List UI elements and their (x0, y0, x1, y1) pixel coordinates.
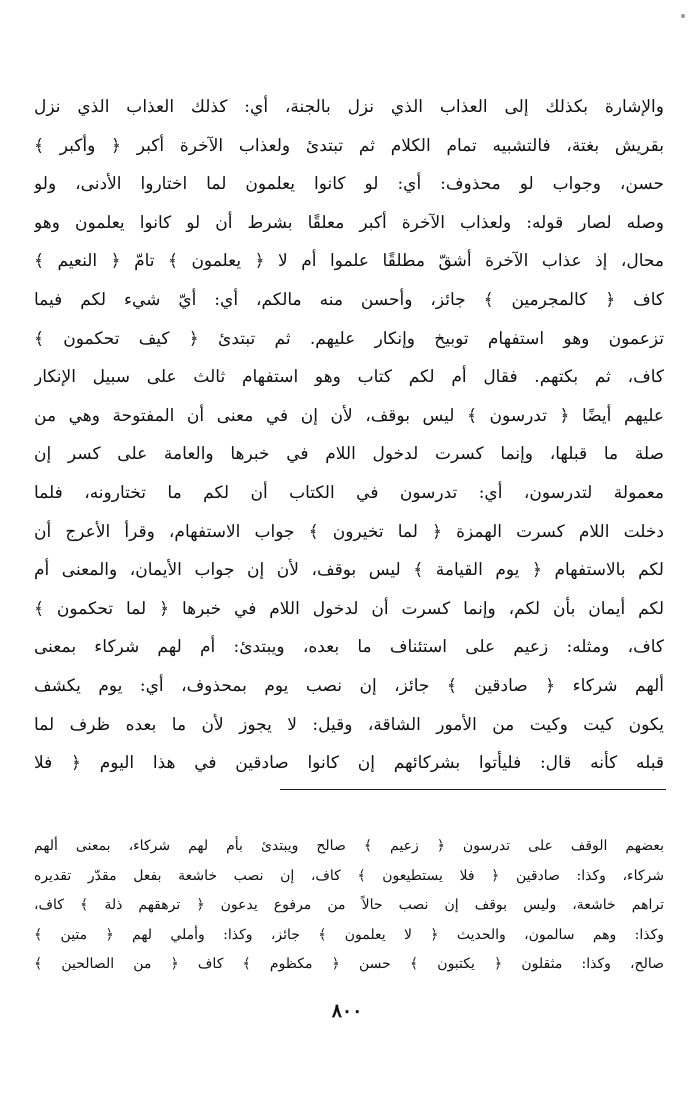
text-line: ألهم شركاء ﴿ صادقين ﴾ جائز، إن نصب يوم بمحذوف، أي: يوم يكشف (34, 675, 664, 696)
text-line: بقريش بغتة، فالتشبيه تمام الكلام ثم تبتدئ ولعذاب الآخرة أكبر ﴿ وأكبر ﴾ (34, 135, 664, 156)
text-line: لكم أيمان بأن لكم، وإنما كسرت أن لدخول اللام في خبرها ﴿ لما تحكمون ﴾ (34, 598, 664, 619)
text-line: معمولة لتدرسون، أي: تدرسون في الكتاب أن لكم ما تختارونه، فلما (34, 482, 664, 503)
text-line: لكم بالاستفهام ﴿ يوم القيامة ﴾ ليس بوقف، لأن إن جواب الأيمان، والمعنى أم (34, 560, 664, 581)
text-line: وصله لصار قوله: ولعذاب الآخرة أكبر معلقًا بشرط أن لو كانوا يعلمون وهو (34, 212, 664, 233)
scan-speck (681, 14, 685, 18)
text-line: كاف ﴿ كالمجرمين ﴾ جائز، وأحسن منه مالكم، أي: أيّ شيء لكم فيما (34, 289, 664, 310)
text-line: والإشارة بكذلك إلى العذاب الذي نزل بالجنة، أي: كذلك العذاب الذي نزل (34, 97, 664, 117)
text-line: تزعمون وهو استفهام توبيخ وإنكار عليهم. ثم تبتدئ ﴿ كيف تحكمون ﴾ (34, 328, 664, 349)
footnote-line: بعضهم الوقف على تدرسون ﴿ زعيم ﴾ صالح ويبتدئ بأم لهم شركاء، بمعنى ألهم (34, 838, 664, 854)
text-line: قبله كأنه قال: فليأتوا بشركائهم إن كانوا صادقين في هذا اليوم ﴿ فلا (34, 753, 664, 774)
text-line: محال، إذ عذاب الآخرة أشقّ مطلقًا علموا أم لا ﴿ يعلمون ﴾ تامّ ﴿ النعيم ﴾ (34, 251, 664, 272)
footnote-line: تراهم خاشعة، وليس بوقف إن نصب حالاً من مرفوع يدعون ﴿ ترهقهم ذلة ﴾ كاف، (34, 897, 664, 913)
text-line: يكون كيت وكيت من الأمور الشاقة، وقيل: لا يجوز لأن ما بعده ظرف لما (34, 714, 664, 735)
text-line: كاف، ثم بكتهم. فقال أم لكم كتاب وهو استفهام ثالث على سبيل الإنكار (34, 367, 664, 388)
text-line: صلة ما قبلها، وإنما كسرت لدخول اللام في خبرها والعامة على كسر إن (34, 444, 664, 465)
footnote-line: صالح، وكذا: مثقلون ﴿ يكتبون ﴾ حسن ﴿ مكظوم ﴾ كاف ﴿ من الصالحين ﴾ (34, 956, 664, 972)
text-line: عليهم أيضًا ﴿ تدرسون ﴾ ليس بوقف، لأن إن في معنى أن المفتوحة وهي من (34, 405, 664, 426)
footnote-divider (280, 789, 666, 790)
footnotes (34, 832, 664, 980)
footnote-line: شركاء، وكذا: صادقين ﴿ فلا يستطيعون ﴾ كاف، إن نصب خاشعة بفعل مقدّر تقديره (34, 867, 664, 884)
footnote-line: وكذا: وهم سالمون، والحديث ﴿ لا يعلمون ﴾ جائز، وكذا: وأملي لهم ﴿ متين ﴾ (34, 926, 664, 943)
main-text (34, 88, 664, 783)
text-line: حسن، وجواب لو محذوف: أي: لو كانوا يعلمون لما اختاروا الأدنى، ولو (34, 174, 664, 195)
page-number: ٨٠٠ (331, 1000, 363, 1022)
text-line: كاف، ومثله: زعيم على استئناف ما بعده، ويبتدئ: أم لهم شركاء بمعنى (34, 637, 664, 658)
text-line: دخلت اللام كسرت الهمزة ﴿ لما تخيرون ﴾ جواب الاستفهام، وقرأ الأعرج أن (34, 521, 664, 542)
